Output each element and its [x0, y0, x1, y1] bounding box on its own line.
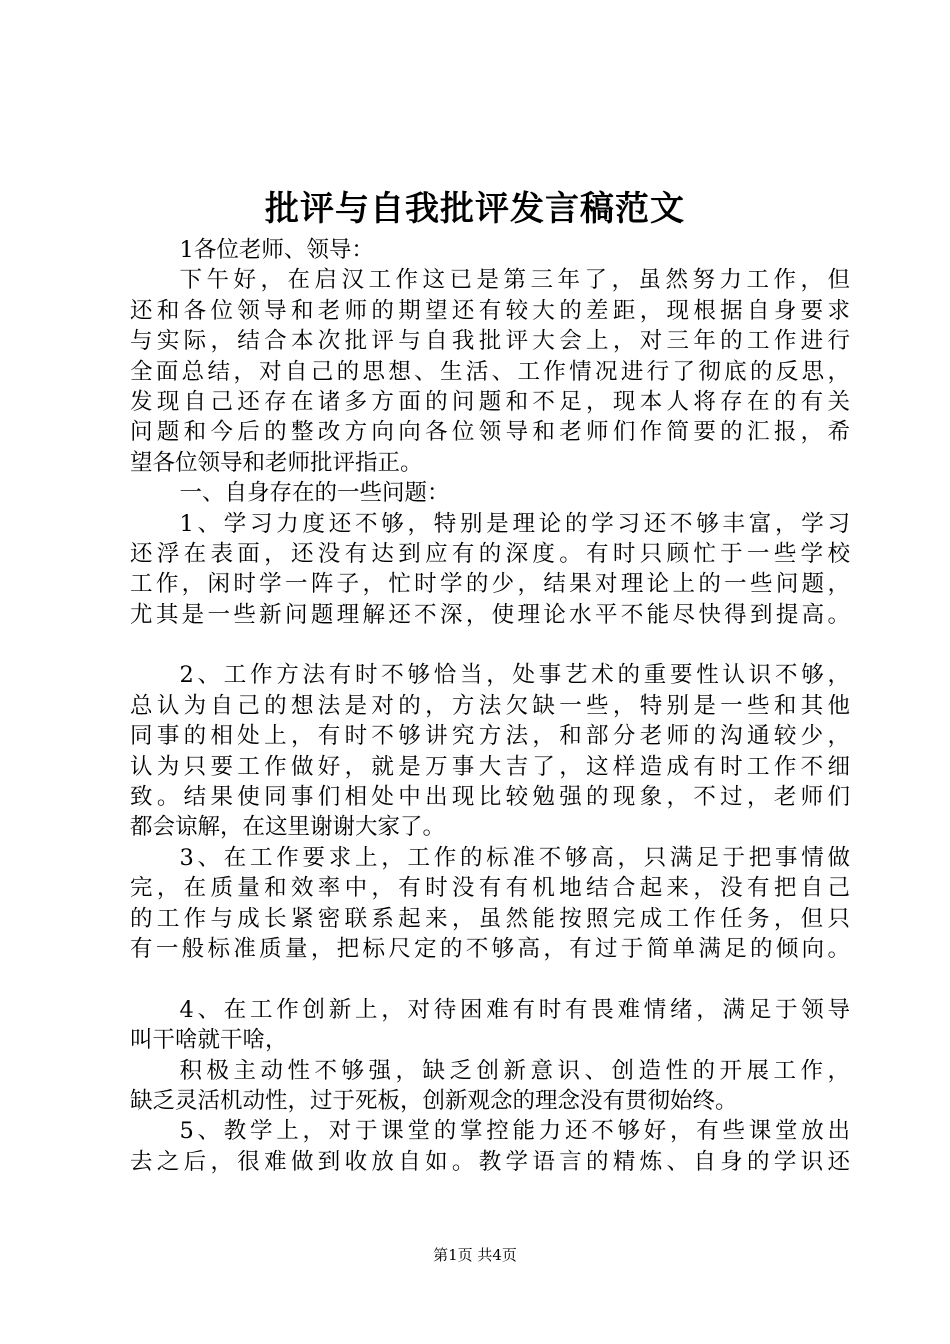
paragraph-line: 认为只要工作做好，就是万事大吉了，这样造成有时工作不细: [130, 753, 850, 780]
blank-line: [130, 964, 850, 994]
document-title: 批评与自我批评发言稿范文: [265, 189, 685, 229]
blank-line: [130, 630, 850, 660]
paragraph-line: 缺乏灵活机动性，过于死板，创新观念的理念没有贯彻始终。: [130, 1087, 738, 1114]
paragraph-line: 的工作与成长紧密联系起来，虽然能按照完成工作任务，但只: [130, 905, 850, 932]
paragraph-line: 发现自己还存在诸多方面的问题和不足，现本人将存在的有关: [130, 388, 850, 415]
paragraph-line: 完，在质量和效率中，有时没有有机地结合起来，没有把自己: [130, 875, 850, 902]
paragraph-line: 去之后，很难做到收放自如。教学语言的精炼、自身的学识还: [130, 1148, 850, 1175]
paragraph-line: 都会谅解，在这里谢谢大家了。: [130, 814, 446, 841]
paragraph-line: 问题和今后的整改方向向各位领导和老师们作简要的汇报，希: [130, 419, 850, 446]
paragraph-line: 下午好，在启汉工作这已是第三年了，虽然努力工作，但: [179, 267, 850, 294]
paragraph-line: 还和各位领导和老师的期望还有较大的差距，现根据自身要求: [130, 297, 850, 324]
paragraph-line: 叫干啥就干啥，: [130, 1027, 288, 1054]
paragraph-line: 尤其是一些新问题理解还不深，使理论水平不能尽快得到提高。: [130, 601, 850, 628]
paragraph-line: 望各位领导和老师批评指正。: [130, 449, 423, 476]
page-footer: 第1页 共4页: [433, 1246, 517, 1264]
paragraph-line: 1、学习力度还不够，特别是理论的学习还不够丰富，学习: [179, 510, 850, 537]
paragraph-line: 4、在工作创新上，对待困难有时有畏难情绪，满足于领导: [179, 996, 850, 1023]
paragraph-line: 全面总结，对自己的思想、生活、工作情况进行了彻底的反思，: [130, 358, 850, 385]
paragraph-line: 总认为自己的想法是对的，方法欠缺一些，特别是一些和其他: [130, 692, 850, 719]
document-body: [130, 235, 850, 1177]
paragraph-line: 工作，闲时学一阵子，忙时学的少，结果对理论上的一些问题，: [130, 571, 850, 598]
paragraph-line: 致。结果使同事们相处中出现比较勉强的现象，不过，老师们: [130, 784, 850, 811]
paragraph-line: 同事的相处上，有时不够讲究方法，和部分老师的沟通较少，: [130, 723, 850, 750]
paragraph-line: 3、在工作要求上，工作的标准不够高，只满足于把事情做: [179, 844, 850, 871]
paragraph-line: 与实际，结合本次批评与自我批评大会上，对三年的工作进行: [130, 328, 850, 355]
paragraph-line: 2、工作方法有时不够恰当，处事艺术的重要性认识不够，: [179, 662, 850, 689]
paragraph-line: 5、教学上，对于课堂的掌控能力还不够好，有些课堂放出: [179, 1118, 850, 1145]
paragraph-line: 有一般标准质量，把标尺定的不够高，有过于简单满足的倾向。: [130, 935, 850, 962]
paragraph-line: 积极主动性不够强，缺乏创新意识、创造性的开展工作，: [179, 1057, 850, 1084]
paragraph-line: 1各位老师、领导：: [179, 237, 374, 263]
paragraph-line: 一、自身存在的一些问题：: [179, 480, 450, 507]
paragraph-line: 还浮在表面，还没有达到应有的深度。有时只顾忙于一些学校: [130, 540, 850, 567]
